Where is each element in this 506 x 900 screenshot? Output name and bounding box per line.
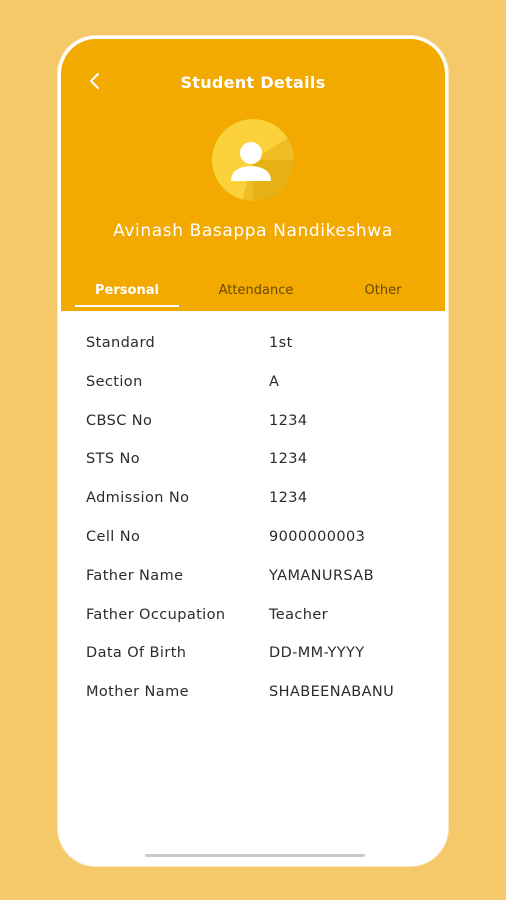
detail-label: Mother Name <box>86 684 189 701</box>
detail-value: Teacher <box>269 606 329 623</box>
detail-label: Section <box>86 373 143 390</box>
home-indicator <box>145 854 365 857</box>
detail-value: SHABEENABANU <box>269 684 395 701</box>
avatar <box>212 119 294 201</box>
detail-row-father-name <box>86 568 416 607</box>
detail-value: 1234 <box>269 490 308 507</box>
detail-label: Father Name <box>86 567 184 584</box>
detail-value: 1st <box>269 335 293 351</box>
tab-bar <box>61 283 445 311</box>
page-title: Student Details <box>180 73 326 92</box>
detail-label: Admission No <box>86 490 190 507</box>
student-name: Avinash Basappa Nandikeshwa <box>113 221 393 241</box>
detail-value: DD-MM-YYYY <box>269 645 365 662</box>
detail-row-cbsc-no <box>86 413 416 452</box>
detail-value: 1234 <box>269 451 308 468</box>
detail-row-mother-name <box>86 684 416 723</box>
detail-value: YAMANURSAB <box>269 567 374 584</box>
detail-label: Standard <box>86 335 156 351</box>
active-tab-indicator <box>75 305 179 307</box>
detail-value: 9000000003 <box>269 528 366 545</box>
tab-attendance[interactable]: Attendance <box>218 283 294 298</box>
tab-personal[interactable]: Personal <box>95 283 159 298</box>
detail-label: Father Occupation <box>86 606 226 623</box>
detail-row-section <box>86 374 416 413</box>
detail-label: CBSC No <box>86 412 153 429</box>
detail-row-date-of-birth <box>86 645 416 684</box>
detail-row-admission-no <box>86 490 416 529</box>
detail-row-standard <box>86 335 416 374</box>
detail-label: Data Of Birth <box>86 645 187 662</box>
detail-label: STS No <box>86 451 140 468</box>
details-list <box>86 335 416 723</box>
user-avatar-icon <box>212 119 294 201</box>
profile-header <box>61 39 445 311</box>
detail-row-sts-no <box>86 451 416 490</box>
detail-label: Cell No <box>86 528 141 545</box>
phone-frame <box>58 36 448 866</box>
tab-other[interactable]: Other <box>364 283 402 298</box>
detail-value: A <box>269 373 280 390</box>
detail-row-father-occupation <box>86 607 416 646</box>
detail-value: 1234 <box>269 412 308 429</box>
detail-row-cell-no <box>86 529 416 568</box>
